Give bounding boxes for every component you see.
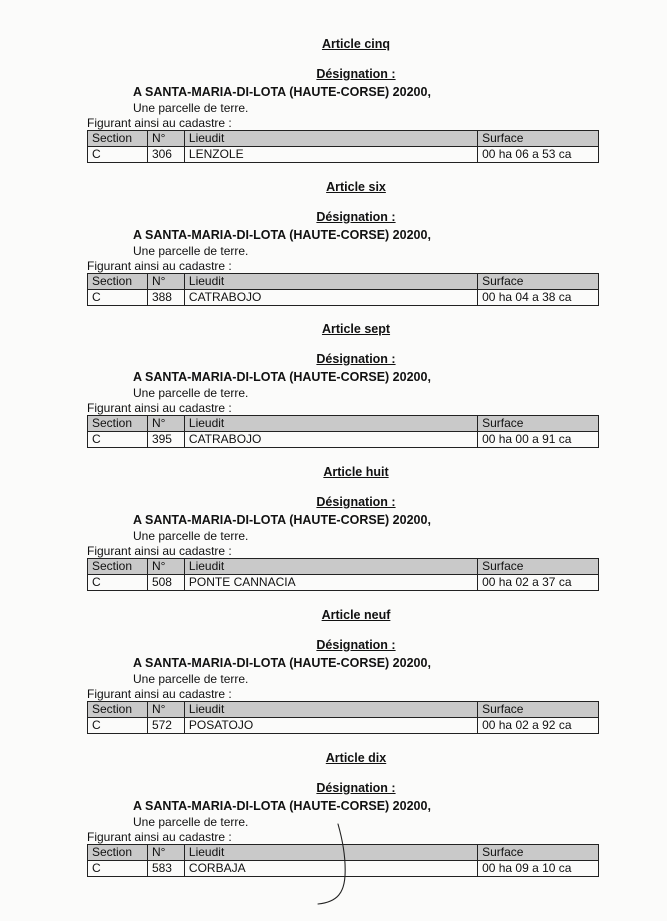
article-section xyxy=(0,180,667,322)
header-lieudit: Lieudit xyxy=(184,274,477,290)
header-section: Section xyxy=(88,702,148,718)
header-number: N° xyxy=(147,559,184,575)
article-section xyxy=(0,322,667,464)
cell-section: C xyxy=(88,147,148,163)
cadastre-label: Figurant ainsi au cadastre : xyxy=(87,687,232,701)
handwritten-signature xyxy=(312,818,362,913)
header-number: N° xyxy=(147,131,184,147)
header-lieudit: Lieudit xyxy=(184,131,477,147)
parcel-description: Une parcelle de terre. xyxy=(133,815,249,829)
parcel-description: Une parcelle de terre. xyxy=(133,386,249,400)
header-section: Section xyxy=(88,416,148,432)
cadastre-label: Figurant ainsi au cadastre : xyxy=(87,259,232,273)
property-address: A SANTA-MARIA-DI-LOTA (HAUTE-CORSE) 20200, xyxy=(133,85,431,99)
table-row xyxy=(88,290,599,306)
cell-lieudit: CATRABOJO xyxy=(184,290,477,306)
header-lieudit: Lieudit xyxy=(184,702,477,718)
cadastre-label: Figurant ainsi au cadastre : xyxy=(87,544,232,558)
header-surface: Surface xyxy=(478,416,599,432)
cell-number: 306 xyxy=(147,147,184,163)
article-title: Article huit xyxy=(323,465,389,479)
parcel-description: Une parcelle de terre. xyxy=(133,244,249,258)
cadastre-label: Figurant ainsi au cadastre : xyxy=(87,401,232,415)
table-header-row xyxy=(88,702,599,718)
article-title: Article neuf xyxy=(321,608,391,622)
cell-surface: 00 ha 09 a 10 ca xyxy=(478,861,599,877)
cell-surface: 00 ha 02 a 37 ca xyxy=(478,575,599,591)
cell-number: 583 xyxy=(147,861,184,877)
designation-heading: Désignation : xyxy=(316,781,396,795)
cell-lieudit: CATRABOJO xyxy=(184,432,477,448)
cadastre-table xyxy=(87,701,599,734)
article-section xyxy=(0,37,667,179)
cadastre-table xyxy=(87,415,599,448)
header-number: N° xyxy=(147,845,184,861)
table-header-row xyxy=(88,274,599,290)
cell-surface: 00 ha 04 a 38 ca xyxy=(478,290,599,306)
table-header-row xyxy=(88,131,599,147)
header-surface: Surface xyxy=(478,131,599,147)
designation-heading: Désignation : xyxy=(316,638,396,652)
designation-heading: Désignation : xyxy=(316,67,396,81)
cell-section: C xyxy=(88,575,148,591)
property-address: A SANTA-MARIA-DI-LOTA (HAUTE-CORSE) 20200, xyxy=(133,370,431,384)
cadastre-table xyxy=(87,130,599,163)
property-address: A SANTA-MARIA-DI-LOTA (HAUTE-CORSE) 20200, xyxy=(133,656,431,670)
article-title: Article six xyxy=(326,180,386,194)
designation-heading: Désignation : xyxy=(316,352,396,366)
designation-heading: Désignation : xyxy=(316,495,396,509)
article-section xyxy=(0,465,667,607)
header-lieudit: Lieudit xyxy=(184,845,477,861)
property-address: A SANTA-MARIA-DI-LOTA (HAUTE-CORSE) 20200, xyxy=(133,799,431,813)
designation-heading: Désignation : xyxy=(316,210,396,224)
header-section: Section xyxy=(88,131,148,147)
cell-lieudit: CORBAJA xyxy=(184,861,477,877)
cell-surface: 00 ha 02 a 92 ca xyxy=(478,718,599,734)
cell-number: 395 xyxy=(147,432,184,448)
header-surface: Surface xyxy=(478,702,599,718)
cell-lieudit: POSATOJO xyxy=(184,718,477,734)
cadastre-table xyxy=(87,273,599,306)
table-header-row xyxy=(88,559,599,575)
header-section: Section xyxy=(88,559,148,575)
table-row xyxy=(88,718,599,734)
cell-lieudit: LENZOLE xyxy=(184,147,477,163)
header-lieudit: Lieudit xyxy=(184,416,477,432)
article-title: Article cinq xyxy=(321,37,391,51)
cell-number: 388 xyxy=(147,290,184,306)
header-number: N° xyxy=(147,702,184,718)
cell-number: 508 xyxy=(147,575,184,591)
cadastre-table xyxy=(87,558,599,591)
parcel-description: Une parcelle de terre. xyxy=(133,672,249,686)
parcel-description: Une parcelle de terre. xyxy=(133,529,249,543)
cell-section: C xyxy=(88,718,148,734)
header-surface: Surface xyxy=(478,845,599,861)
property-address: A SANTA-MARIA-DI-LOTA (HAUTE-CORSE) 20200, xyxy=(133,513,431,527)
cell-surface: 00 ha 06 a 53 ca xyxy=(478,147,599,163)
header-section: Section xyxy=(88,274,148,290)
table-row xyxy=(88,432,599,448)
cell-section: C xyxy=(88,432,148,448)
cell-number: 572 xyxy=(147,718,184,734)
cadastre-label: Figurant ainsi au cadastre : xyxy=(87,116,232,130)
cadastre-label: Figurant ainsi au cadastre : xyxy=(87,830,232,844)
cell-surface: 00 ha 00 a 91 ca xyxy=(478,432,599,448)
header-number: N° xyxy=(147,416,184,432)
header-number: N° xyxy=(147,274,184,290)
table-header-row xyxy=(88,416,599,432)
header-surface: Surface xyxy=(478,559,599,575)
header-surface: Surface xyxy=(478,274,599,290)
property-address: A SANTA-MARIA-DI-LOTA (HAUTE-CORSE) 20200, xyxy=(133,228,431,242)
table-row xyxy=(88,147,599,163)
article-section xyxy=(0,608,667,750)
article-title: Article dix xyxy=(325,751,387,765)
cell-lieudit: PONTE CANNACIA xyxy=(184,575,477,591)
article-title: Article sept xyxy=(321,322,391,336)
cell-section: C xyxy=(88,861,148,877)
header-lieudit: Lieudit xyxy=(184,559,477,575)
cell-section: C xyxy=(88,290,148,306)
table-row xyxy=(88,575,599,591)
parcel-description: Une parcelle de terre. xyxy=(133,101,249,115)
header-section: Section xyxy=(88,845,148,861)
